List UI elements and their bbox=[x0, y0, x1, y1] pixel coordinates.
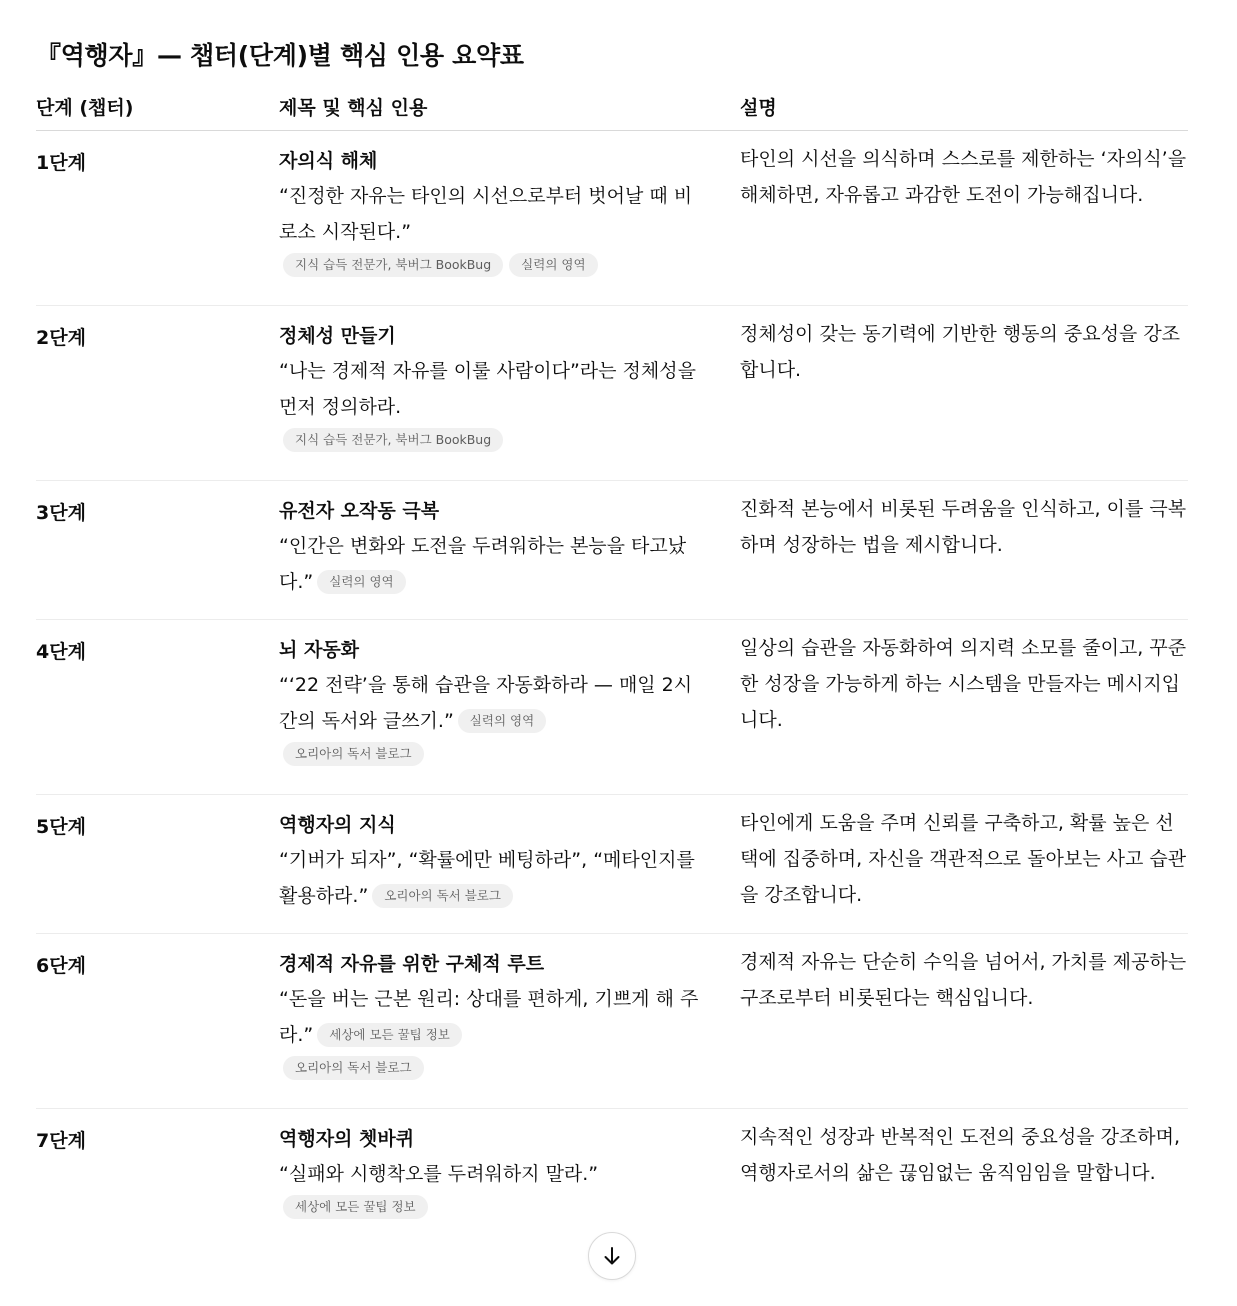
source-chip[interactable]: 오리아의 독서 블로그 bbox=[283, 742, 424, 766]
row-title: 역행자의 지식 bbox=[279, 814, 396, 836]
table-row bbox=[36, 305, 1188, 481]
row-title: 유전자 오작동 극복 bbox=[279, 500, 440, 522]
quote-text bbox=[279, 667, 699, 739]
title-quote-cell bbox=[279, 323, 699, 453]
source-chip[interactable]: 세상에 모든 꿀팁 정보 bbox=[317, 1023, 462, 1047]
row-description: 정체성이 갖는 동기력에 기반한 행동의 중요성을 강조합니다. bbox=[740, 323, 1181, 381]
quote-text bbox=[279, 1156, 699, 1192]
row-title: 자의식 해체 bbox=[279, 150, 378, 172]
row-description: 진화적 본능에서 비롯된 두려움을 인식하고, 이를 극복하며 성장하는 법을 제시합니다. bbox=[740, 498, 1187, 556]
quote-text bbox=[279, 842, 699, 914]
title-quote-cell bbox=[279, 951, 699, 1081]
title-quote-cell bbox=[279, 812, 699, 914]
page-title: 『역행자』— 챕터(단계)별 핵심 인용 요약표 bbox=[36, 41, 524, 70]
row-description: 지속적인 성장과 반복적인 도전의 중요성을 강조하며, 역행자로서의 삶은 끊임없는 움직임임을 말합니다. bbox=[740, 1126, 1181, 1184]
stage-label: 5단계 bbox=[36, 816, 86, 838]
table-row bbox=[36, 794, 1188, 934]
source-chips bbox=[279, 250, 699, 278]
source-chips bbox=[279, 739, 699, 767]
source-chips bbox=[279, 1053, 699, 1081]
stage-label: 2단계 bbox=[36, 327, 86, 349]
source-chips bbox=[279, 1192, 699, 1220]
row-description: 경제적 자유는 단순히 수익을 넘어서, 가치를 제공하는 구조로부터 비롯된다는 핵심입니다. bbox=[740, 951, 1187, 1009]
quote-content: “진정한 자유는 타인의 시선으로부터 벗어날 때 비로소 시작된다.” bbox=[279, 185, 693, 243]
stage-label: 6단계 bbox=[36, 955, 86, 977]
source-chips bbox=[279, 425, 699, 453]
title-quote-cell bbox=[279, 1126, 699, 1220]
quote-content: “나는 경제적 자유를 이룰 사람이다”라는 정체성을 먼저 정의하라. bbox=[279, 360, 696, 418]
table-row bbox=[36, 619, 1188, 795]
title-quote-cell bbox=[279, 637, 699, 767]
header-stage: 단계 (챕터) bbox=[36, 97, 134, 119]
row-description: 타인에게 도움을 주며 신뢰를 구축하고, 확률 높은 선택에 집중하며, 자신을 객관적으로 돌아보는 사고 습관을 강조합니다. bbox=[740, 812, 1187, 906]
row-title: 역행자의 쳇바퀴 bbox=[279, 1128, 415, 1150]
source-chip[interactable]: 지식 습득 전문가, 북버그 BookBug bbox=[283, 428, 503, 452]
source-chip[interactable]: 실력의 영역 bbox=[317, 570, 405, 594]
title-quote-cell bbox=[279, 148, 699, 278]
source-chip[interactable]: 세상에 모든 꿀팁 정보 bbox=[283, 1195, 428, 1219]
table-row bbox=[36, 933, 1188, 1109]
scroll-down-button[interactable] bbox=[588, 1232, 636, 1280]
source-chip[interactable]: 실력의 영역 bbox=[458, 709, 546, 733]
header-quote: 제목 및 핵심 인용 bbox=[279, 97, 428, 119]
table-row bbox=[36, 130, 1188, 306]
quote-content: “인간은 변화와 도전을 두려워하는 본능을 타고났다.” bbox=[279, 535, 687, 593]
table-row bbox=[36, 480, 1188, 620]
quote-content: “돈을 버는 근본 원리: 상대를 편하게, 기쁘게 해 주라.” bbox=[279, 988, 699, 1046]
source-chip[interactable]: 실력의 영역 bbox=[509, 253, 597, 277]
source-chip[interactable]: 오리아의 독서 블로그 bbox=[283, 1056, 424, 1080]
stage-label: 1단계 bbox=[36, 152, 86, 174]
stage-label: 7단계 bbox=[36, 1130, 86, 1152]
row-title: 뇌 자동화 bbox=[279, 639, 360, 661]
quote-text bbox=[279, 981, 699, 1053]
title-quote-cell bbox=[279, 498, 699, 600]
source-chip[interactable]: 지식 습득 전문가, 북버그 BookBug bbox=[283, 253, 503, 277]
quote-content: “기버가 되자”, “확률에만 베팅하라”, “메타인지를 활용하라.” bbox=[279, 849, 695, 907]
row-title: 정체성 만들기 bbox=[279, 325, 396, 347]
stage-label: 4단계 bbox=[36, 641, 86, 663]
row-description: 일상의 습관을 자동화하여 의지력 소모를 줄이고, 꾸준한 성장을 가능하게 하는 시스템을 만들자는 메시지입니다. bbox=[740, 637, 1187, 731]
stage-label: 3단계 bbox=[36, 502, 86, 524]
header-desc: 설명 bbox=[740, 97, 777, 119]
quote-content: “‘22 전략’을 통해 습관을 자동화하라 — 매일 2시간의 독서와 글쓰기.” bbox=[279, 674, 693, 732]
table-header bbox=[36, 90, 1188, 131]
quote-content: “실패와 시행착오를 두려워하지 말라.” bbox=[279, 1163, 599, 1185]
row-title: 경제적 자유를 위한 구체적 루트 bbox=[279, 953, 545, 975]
source-chip[interactable]: 오리아의 독서 블로그 bbox=[372, 884, 513, 908]
arrow-down-icon bbox=[600, 1244, 624, 1268]
quote-text bbox=[279, 528, 699, 600]
quote-text bbox=[279, 178, 699, 250]
row-description: 타인의 시선을 의식하며 스스로를 제한하는 ‘자의식’을 해체하면, 자유롭고 과감한 도전이 가능해집니다. bbox=[740, 148, 1187, 206]
quote-text bbox=[279, 353, 699, 425]
